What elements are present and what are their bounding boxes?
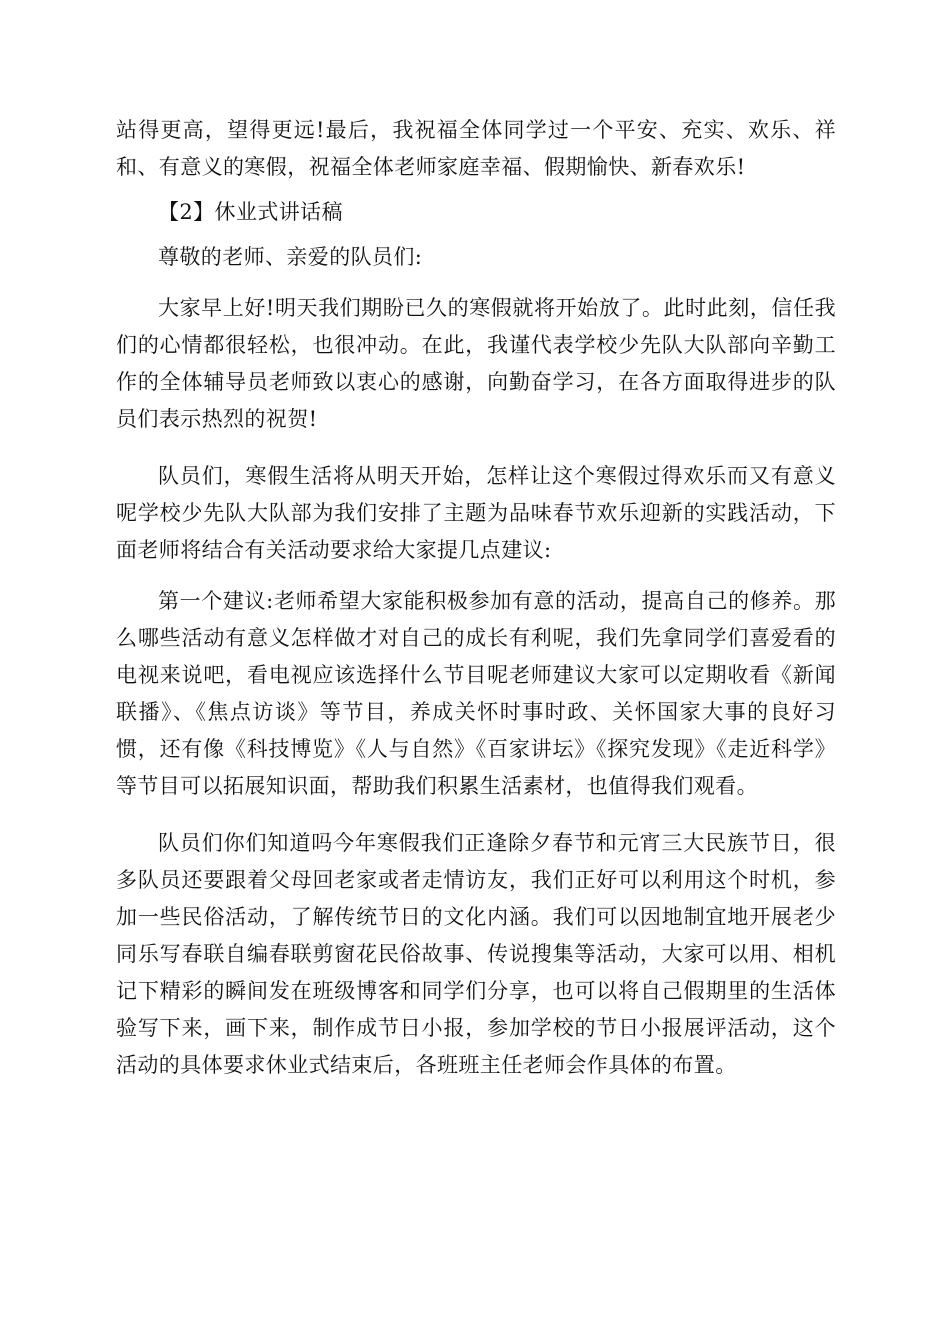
paragraph-festival-activities: 队员们你们知道吗今年寒假我们正逢除夕春节和元宵三大民族节日，很多队员还要跟着父母回老家或者走情访友，我们正好可以利用这个时机，参加一些民俗活动，了解传统节日的文化内涵。我们可以因地制宜地开展老少同乐写春联自编春联剪窗花民俗故事、传说搜集等活动，大家可以用、相机记下精彩的瞬间发在班级博客和同学们分享，也可以将自己假期里的生活体验写下来，画下来，制作成节日小报，参加学校的节日小报展评活动，这个活动的具体要求休业式结束后，各班班主任老师会作具体的布置。 — [116, 831, 836, 1077]
document-body — [116, 112, 836, 1084]
salutation: 尊敬的老师、亲爱的队员们: — [158, 245, 423, 269]
paragraph-greeting: 大家早上好!明天我们期盼已久的寒假就将开始放了。此时此刻，信任我们的心情都很轻松，也很冲动。在此，我谨代表学校少先队大队部向辛勤工作的全体辅导员老师致以衷心的感谢，向勤奋学习，在各方面取得进步的队员们表示热烈的祝贺! — [116, 296, 836, 431]
section-heading: 【2】休业式讲话稿 — [158, 200, 343, 224]
paragraph-closing-wishes: 站得更高，望得更远!最后，我祝福全体同学过一个平安、充实、欢乐、祥和、有意义的寒假，祝福全体老师家庭幸福、假期愉快、新春欢乐! — [116, 118, 836, 179]
paragraph-first-suggestion: 第一个建议:老师希望大家能积极参加有意的活动，提高自己的修养。那么哪些活动有意义怎样做才对自己的成长有利呢，我们先拿同学们喜爱看的电视来说吧，看电视应该选择什么节目呢老师建议大家可以定期收看《新闻联播》、《焦点访谈》等节目，养成关怀时事时政、关怀国家大事的良好习惯，还有像《科技博览》《人与自然》《百家讲坛》《探究发现》《走近科学》等节目可以拓展知识面，帮助我们积累生活素材，也值得我们观看。 — [116, 589, 836, 798]
paragraph-activity-intro: 队员们，寒假生活将从明天开始，怎样让这个寒假过得欢乐而又有意义呢学校少先队大队部为我们安排了主题为品味春节欢乐迎新的实践活动，下面老师将结合有关活动要求给大家提几点建议: — [116, 464, 836, 562]
